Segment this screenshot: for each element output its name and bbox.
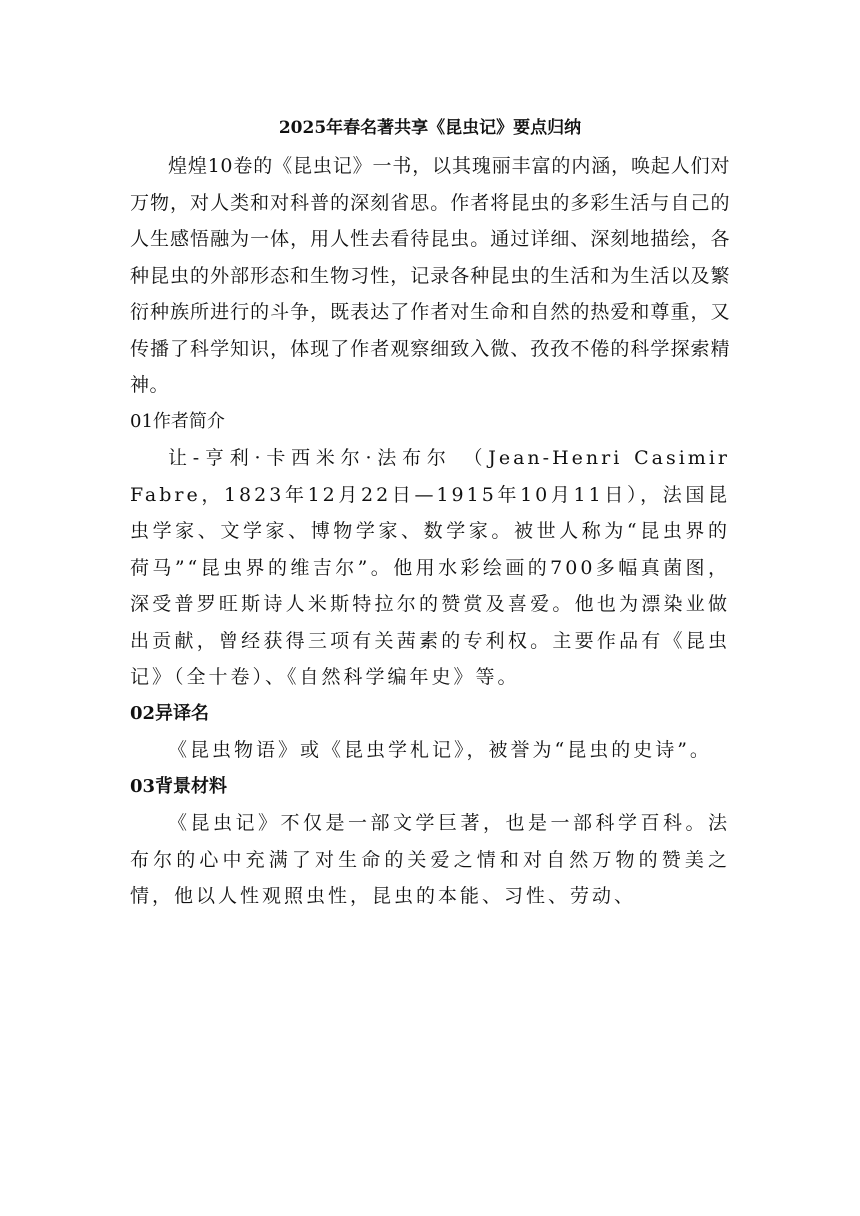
document-page xyxy=(130,108,730,915)
section-body-background: 《昆虫记》不仅是一部文学巨著，也是一部科学百科。法布尔的心中充满了对生命的关爱之情和对自然万物的赞美之情，他以人性观照虫性，昆虫的本能、习性、劳动、 xyxy=(130,812,730,907)
section-heading-author: 01作者简介 xyxy=(130,410,225,432)
section-body-author: 让-亨利·卡西米尔·法布尔 （Jean-Henri Casimir Fabre，1823年12月22日—1915年10月11日），法国昆虫学家、文学家、博物学家、数学家。被世人称为“昆虫界的荷马”“昆虫界的维吉尔”。他用水彩绘画的700多幅真菌图，深受普罗旺斯诗人米斯特拉尔的赞赏及喜爱。他也为漂染业做出贡献，曾经获得三项有关茜素的专利权。主要作品有《昆虫记》（全十卷）、《自然科学编年史》等。 xyxy=(130,447,730,688)
section-heading-alt-names: 02异译名 xyxy=(130,702,210,724)
intro-paragraph: 煌煌10卷的《昆虫记》一书，以其瑰丽丰富的内涵，唤起人们对万物，对人类和对科普的深刻省思。作者将昆虫的多彩生活与自己的人生感悟融为一体，用人性去看待昆虫。通过详细、深刻地描绘，各种昆虫的外部形态和生物习性，记录各种昆虫的生活和为生活以及繁衍种族所进行的斗争，既表达了作者对生命和自然的热爱和尊重，又传播了科学知识，体现了作者观察细致入微、孜孜不倦的科学探索精神。 xyxy=(130,155,730,396)
section-heading-background: 03背景材料 xyxy=(130,775,228,797)
section-body-alt-names: 《昆虫物语》或《昆虫学札记》，被誉为“昆虫的史诗”。 xyxy=(168,739,712,761)
document-title: 2025年春名著共享《昆虫记》要点归纳 xyxy=(278,118,582,138)
